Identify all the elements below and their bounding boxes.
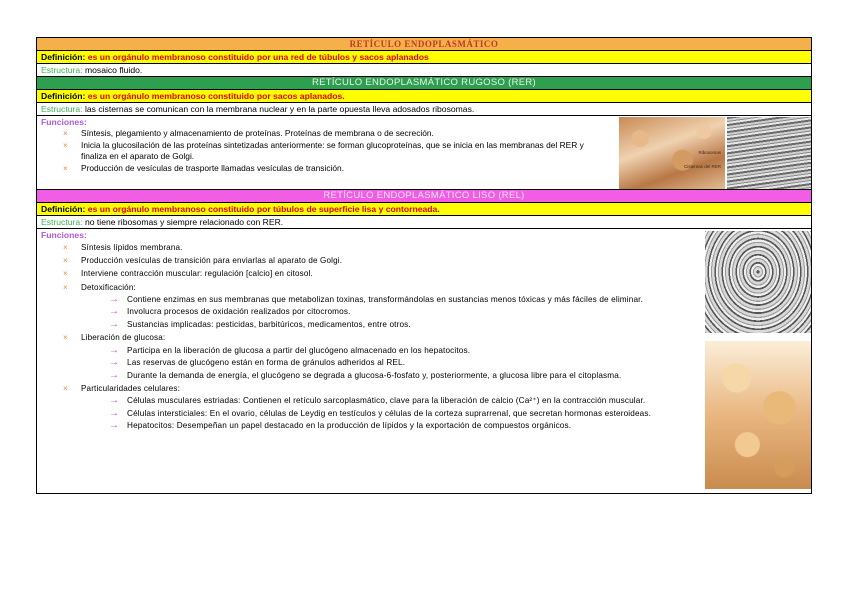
- structure-value: no tiene ribosomas y siempre relacionado con RER.: [84, 217, 284, 227]
- rer-structure-row: [37, 103, 811, 116]
- cross-bullet-icon: ×: [63, 163, 68, 173]
- rel-3d-illustration: [705, 341, 811, 489]
- definition-value: es un orgánulo membranoso constituido por túbulos de superficie lisa y contorneada.: [87, 204, 440, 214]
- function-text: Interviene contracción muscular: regulación [calcio] en citosol.: [81, 269, 313, 279]
- rel-title: RETÍCULO ENDOPLASMÁTICO LISO (REL): [37, 190, 811, 203]
- structure-key: Estructura:: [41, 217, 83, 227]
- structure-key: Estructura:: [41, 65, 83, 75]
- main-title: RETÍCULO ENDOPLASMÁTICO: [37, 38, 811, 51]
- cross-bullet-icon: ×: [63, 243, 68, 252]
- sub-text: Hepatocitos: Desempeñan un papel destacado en la producción de lípidos y la exportación de compuestos orgánicos.: [127, 421, 572, 431]
- arrow-right-icon: →: [109, 293, 120, 305]
- sub-list: [81, 395, 696, 433]
- sub-text: Durante la demanda de energía, el glucógeno se degrada a glucosa-6-fosfato y, posteriormente, a glucosa libre para el citoplasma.: [127, 370, 622, 380]
- list-item: [63, 140, 611, 163]
- definition-value: es un orgánulo membranoso constituido por una red de túbulos y sacos aplanados: [87, 52, 429, 62]
- list-item: [63, 128, 611, 140]
- structure-value: las cisternas se comunican con la membrana nuclear y en la parte opuesta lleva adosados ribosomas.: [84, 104, 475, 114]
- rer-micrograph: [727, 117, 811, 189]
- cross-bullet-icon: ×: [63, 256, 68, 266]
- rer-definition-row: [37, 90, 811, 103]
- sub-list-item: [109, 420, 696, 433]
- sub-text: Células intersticiales: En el ovario, células de Leydig en testículos y células de la corteza suprarrenal, que secretan hormonas esteroideas.: [127, 408, 652, 418]
- sub-list-item: [109, 408, 696, 421]
- list-item: [63, 382, 696, 433]
- arrow-right-icon: →: [109, 357, 120, 369]
- cross-bullet-icon: ×: [63, 282, 68, 292]
- sub-list-item: [109, 306, 696, 319]
- sub-list-item: [109, 345, 696, 358]
- structure-key: Estructura:: [41, 104, 83, 114]
- functions-key: Funciones:: [41, 117, 87, 127]
- rel-functions-text: [41, 230, 696, 433]
- list-item: [63, 163, 611, 175]
- function-text: Inicia la glucosilación de las proteínas sintetizadas anteriormente: se forman glucoproteínas, que se inicia en las membranas del RER y finaliza en el aparato de Golgi.: [81, 139, 584, 161]
- list-item: [63, 267, 696, 280]
- general-definition-row: [37, 51, 811, 64]
- rel-micrograph: [705, 231, 811, 333]
- arrow-right-icon: →: [109, 407, 120, 419]
- rel-definition-row: [37, 203, 811, 216]
- list-item: [63, 241, 696, 254]
- general-structure-row: [37, 64, 811, 77]
- cross-bullet-icon: ×: [63, 384, 68, 394]
- structure-value: mosaico fluido.: [84, 65, 143, 75]
- function-text: Síntesis, plegamiento y almacenamiento de proteínas. Proteínas de membrana o de secreción.: [81, 128, 434, 138]
- sub-text: Sustancias implicadas: pesticidas, barbitúricos, medicamentos, entre otros.: [127, 319, 411, 329]
- rel-functions-row: [37, 229, 811, 493]
- arrow-right-icon: →: [109, 369, 120, 381]
- functions-key: Funciones:: [41, 230, 87, 240]
- sub-list-item: [109, 294, 696, 307]
- arrow-right-icon: →: [109, 344, 120, 356]
- sub-text: Participa en la liberación de glucosa a partir del glucógeno almacenado en los hepatocitos.: [127, 345, 471, 355]
- cross-bullet-icon: ×: [63, 333, 68, 343]
- sub-text: Las reservas de glucógeno están en forma de gránulos adheridos al REL.: [127, 358, 406, 368]
- cross-bullet-icon: ×: [63, 269, 68, 279]
- arrow-right-icon: →: [109, 318, 120, 330]
- function-text: Particularidades celulares:: [81, 384, 180, 394]
- rel-functions-list: [41, 241, 696, 433]
- rel-structure-row: [37, 216, 811, 229]
- image-caption: Cisternas del RER: [683, 164, 721, 169]
- reticulo-table: [36, 37, 812, 494]
- function-text: Producción vesículas de transición para enviarlas al aparato de Golgi.: [81, 256, 343, 266]
- rer-functions-text: [41, 117, 611, 174]
- arrow-right-icon: →: [109, 395, 120, 407]
- rer-functions-row: [37, 116, 811, 190]
- sub-text: Involucra procesos de oxidación realizados por citocromos.: [127, 307, 351, 317]
- sub-list-item: [109, 395, 696, 408]
- sub-list-item: [109, 370, 696, 383]
- rer-title: RETÍCULO ENDOPLASMÁTICO RUGOSO (RER): [37, 77, 811, 90]
- arrow-right-icon: →: [109, 306, 120, 318]
- cross-bullet-icon: ×: [63, 129, 68, 138]
- arrow-right-icon: →: [109, 420, 120, 432]
- image-caption: Ribosomas: [698, 150, 721, 155]
- list-item: [63, 254, 696, 267]
- function-text: Síntesis lípidos membrana.: [81, 243, 183, 252]
- sub-list: [81, 345, 696, 383]
- sub-list-item: [109, 357, 696, 370]
- definition-value: es un orgánulo membranoso constituido por sacos aplanados.: [87, 91, 345, 101]
- list-item: [63, 331, 696, 382]
- rer-functions-list: [41, 128, 611, 174]
- sub-text: Células musculares estriadas: Contienen el retículo sarcoplasmático, clave para la liberación de calcio (Ca²⁺) en la contracción muscular.: [127, 396, 646, 406]
- list-item: [63, 281, 696, 332]
- sub-text: Contiene enzimas en sus membranas que metabolizan toxinas, transformándolas en sustancias menos tóxicas y más fáciles de eliminar.: [127, 294, 643, 304]
- sub-list-item: [109, 319, 696, 332]
- cross-bullet-icon: ×: [63, 140, 68, 150]
- rer-3d-illustration: [619, 117, 725, 189]
- sub-list: [81, 294, 696, 332]
- definition-key: Definición:: [41, 91, 86, 101]
- function-text: Producción de vesículas de trasporte llamadas vesículas de transición.: [81, 162, 345, 173]
- definition-key: Definición:: [41, 204, 86, 214]
- function-text: Liberación de glucosa:: [81, 333, 166, 343]
- function-text: Detoxificación:: [81, 282, 136, 292]
- definition-key: Definición:: [41, 52, 86, 62]
